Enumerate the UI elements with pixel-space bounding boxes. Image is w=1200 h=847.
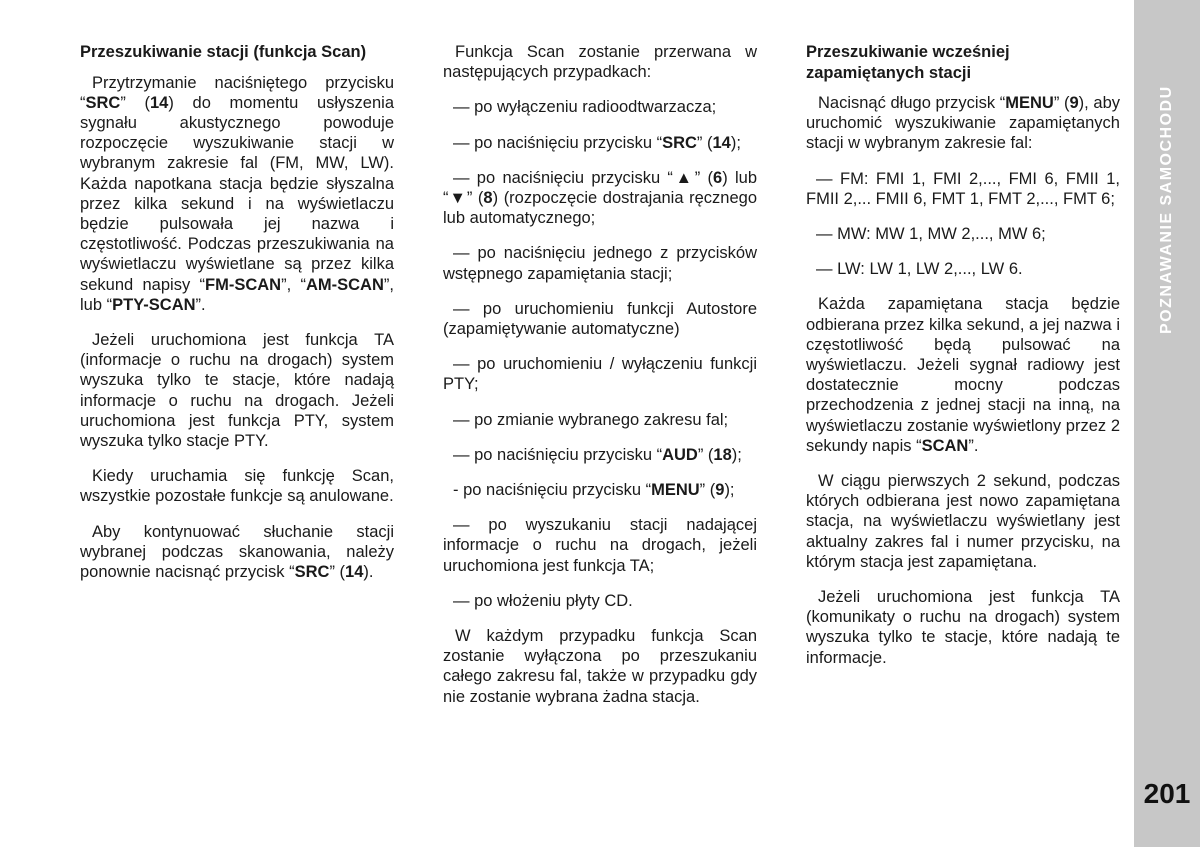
paragraph-scan-description: Przytrzymanie naciśniętego przycisku “SRC” (14) do momentu usłyszenia sygnału akustycznego powoduje rozpoczęcie wyszukiwanie stacji w wybranym zakresie fal (FM, MW, LW). Każda napotkana stacja będzie słyszalna przez kilka sekund i na wyświetlaczu będzie pulsowała jej nazwa i częstotliwość. Podczas przeszukiwania na wyświetlaczu wyświetlane są przez kilka sekund napisy “FM-SCAN”, “AM-SCAN”, lub “PTY-SCAN”. xyxy=(80,73,394,314)
paragraph-scan-cancels: Kiedy uruchamia się funkcję Scan, wszystkie pozostałe funkcje są anulowane. xyxy=(80,467,394,506)
section-heading-stored-stations: Przeszukiwanie wcześniej zapamiętanych stacji xyxy=(806,43,1010,82)
column-right xyxy=(806,42,1120,683)
list-item: — po naciśnięciu przycisku “▲” (6) lub “▼” (8) (rozpoczęcie dostrajania ręcznego lub automatycznego; xyxy=(443,168,757,228)
paragraph-stored-reception: Każda zapamiętana stacja będzie odbierana przez kilka sekund, a jej nazwa i częstotliwość będą pulsować na wyświetlaczu. Jeżeli sygnał radiowy jest dostatecznie mocny podczas przechodzenia z jednej stacji na inną, na wyświetlaczu zostanie wyświetlony przez 2 sekundy napis “SCAN”. xyxy=(806,295,1120,455)
list-item: — po naciśnięciu jednego z przycisków wstępnego zapamiętania stacji; xyxy=(443,244,757,283)
list-item: - po naciśnięciu przycisku “MENU” (9); xyxy=(453,481,735,500)
list-item: — po naciśnięciu przycisku “AUD” (18); xyxy=(453,445,742,464)
paragraph-ta-stored: Jeżeli uruchomiona jest funkcja TA (komunikaty o ruchu na drogach) system wyszuka tylko te stacje, które nadają te informacje. xyxy=(806,588,1120,667)
list-item: — po włożeniu płyty CD. xyxy=(453,591,633,610)
page-number: 201 xyxy=(1143,778,1191,809)
list-item: — po uruchomieniu / wyłączeniu funkcji PTY; xyxy=(443,355,757,394)
list-item: — po zmianie wybranego zakresu fal; xyxy=(453,410,729,429)
list-item-lw: — LW: LW 1, LW 2,..., LW 6. xyxy=(816,260,1023,279)
paragraph-scan-outro: W każdym przypadku funkcja Scan zostanie wyłączona po przeszukaniu całego zakresu fal, także w przypadku gdy nie zostanie wybrana żadna stacja. xyxy=(443,627,757,706)
list-item-mw: — MW: MW 1, MW 2,..., MW 6; xyxy=(816,225,1046,244)
paragraph-continue-listening: Aby kontynuować słuchanie stacji wybranej podczas skanowania, należy ponownie nacisnąć przycisk “SRC” (14). xyxy=(80,522,394,581)
sidebar-section-title: POZNAWANIE SAMOCHODU xyxy=(1158,85,1175,334)
paragraph-first-seconds: W ciągu pierwszych 2 sekund, podczas których odbierana jest nowo zapamiętana stacja, na wyświetlaczu wyświetlany jest aktualny zakres fal i numer przycisku, na którym stacja jest zapamiętana. xyxy=(806,472,1120,571)
list-item-fm: — FM: FMI 1, FMI 2,..., FMI 6, FMII 1, FMII 2,... FMII 6, FMT 1, FMT 2,..., FMT 6; xyxy=(806,169,1120,208)
list-item: — po uruchomieniu funkcji Autostore (zapamiętywanie automatyczne) xyxy=(443,299,757,339)
column-left xyxy=(80,42,394,597)
list-item: — po wyłączeniu radioodtwarzacza; xyxy=(453,98,717,117)
list-item: — po naciśnięciu przycisku “SRC” (14); xyxy=(453,133,741,152)
list-item: — po wyszukaniu stacji nadającej informacje o ruchu na drogach, jeżeli uruchomiona jest funkcja TA; xyxy=(443,516,757,575)
paragraph-ta-pty: Jeżeli uruchomiona jest funkcja TA (informacje o ruchu na drogach) system wyszuka tylko te stacje, które nadają informacje o ruchu na drogach. Jeżeli uruchomiona jest funkcja PTY, system wyszuka tylko stacje PTY. xyxy=(80,330,394,450)
column-middle xyxy=(443,42,757,722)
section-heading-scan: Przeszukiwanie stacji (funkcja Scan) xyxy=(80,43,367,61)
paragraph-menu-press: Nacisnąć długo przycisk “MENU” (9), aby uruchomić wyszukiwanie zapamiętanych stacji w wybranym zakresie fal: xyxy=(806,94,1120,153)
paragraph-scan-interrupted-intro: Funkcja Scan zostanie przerwana w następujących przypadkach: xyxy=(443,43,757,82)
